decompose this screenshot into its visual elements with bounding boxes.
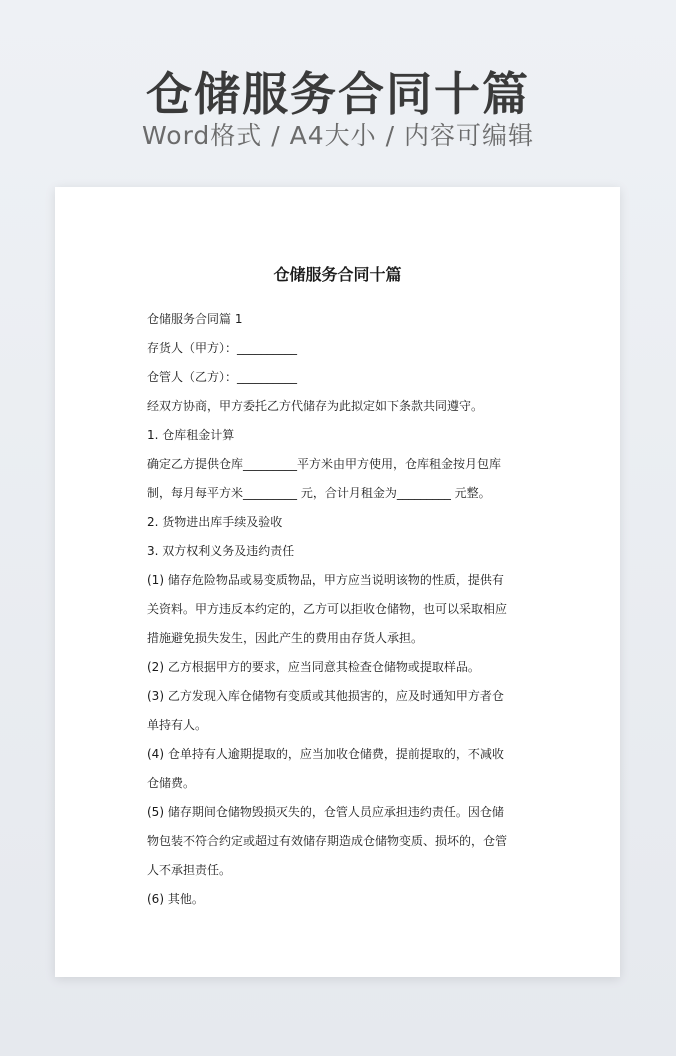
doc-line: 制，每月每平方米_________ 元，合计月租金为_________ 元整。 <box>147 486 491 500</box>
doc-line: 仓储服务合同篇 1 <box>147 312 243 326</box>
doc-line: 确定乙方提供仓库_________平方米由甲方使用，仓库租金按月包库 <box>147 457 502 471</box>
document-page <box>55 187 620 977</box>
document-body <box>147 305 531 914</box>
doc-line: 仓储费。 <box>147 776 196 790</box>
banner-subtitle: Word格式 / A4大小 / 内容可编辑 <box>142 121 534 150</box>
doc-line: 仓管人（乙方）：__________ <box>147 370 298 384</box>
doc-line: 2. 货物进出库手续及验收 <box>147 515 283 529</box>
doc-line: 人不承担责任。 <box>147 863 232 877</box>
doc-line: 单持有人。 <box>147 718 208 732</box>
doc-line: 关资料。甲方违反本约定的，乙方可以拒收仓储物，也可以采取相应 <box>147 602 508 616</box>
doc-line: (4) 仓单持有人逾期提取的，应当加收仓储费，提前提取的，不减收 <box>147 747 504 761</box>
document-title: 仓储服务合同十篇 <box>273 265 402 284</box>
doc-line: 物包装不符合约定或超过有效储存期造成仓储物变质、损坏的，仓管 <box>147 834 508 848</box>
doc-line: (6) 其他。 <box>147 892 204 906</box>
doc-line: 1. 仓库租金计算 <box>147 428 235 442</box>
banner-title: 仓储服务合同十篇 <box>146 67 530 121</box>
doc-line: 存货人（甲方）：__________ <box>147 341 298 355</box>
doc-line: 措施避免损失发生，因此产生的费用由存货人承担。 <box>147 631 424 645</box>
doc-line: (1) 储存危险物品或易变质物品，甲方应当说明该物的性质，提供有 <box>147 573 504 587</box>
doc-line: (3) 乙方发现入库仓储物有变质或其他损害的，应及时通知甲方者仓 <box>147 689 504 703</box>
doc-line: (5) 储存期间仓储物毁损灭失的，仓管人员应承担违约责任。因仓储 <box>147 805 504 819</box>
doc-line: 经双方协商，甲方委托乙方代储存为此拟定如下条款共同遵守。 <box>147 399 484 413</box>
doc-line: (2) 乙方根据甲方的要求，应当同意其检查仓储物或提取样品。 <box>147 660 480 674</box>
doc-line: 3. 双方权利义务及违约责任 <box>147 544 295 558</box>
